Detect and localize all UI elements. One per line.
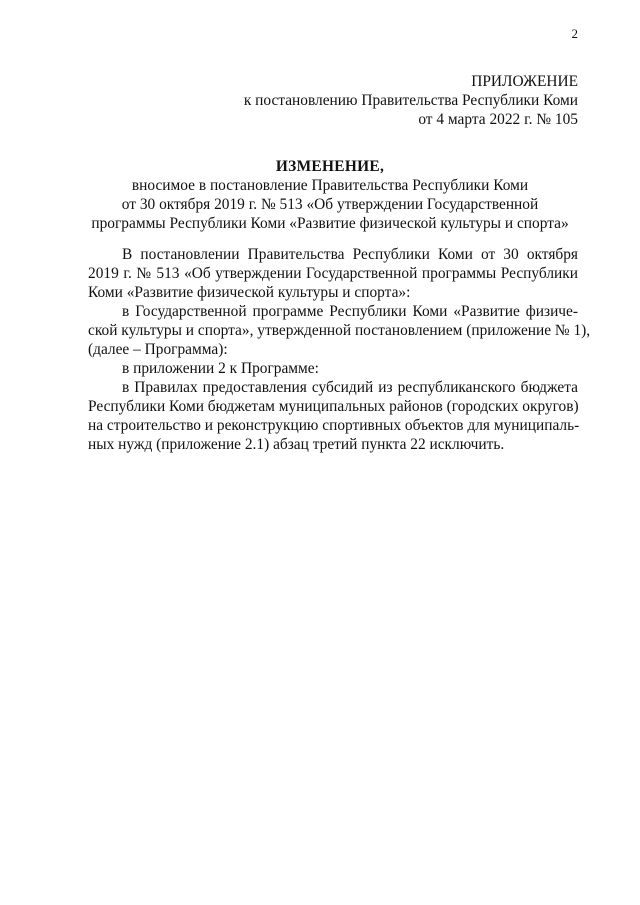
heading-line-1: вносимое в постановление Правительства Республики Коми <box>131 177 529 194</box>
heading-line-2: от 30 октября 2019 г. № 513 «Об утверждении Государственной <box>121 196 539 213</box>
paragraph-1-line: Коми «Развитие физической культуры и спорта»: <box>88 284 411 301</box>
paragraph-3 <box>88 359 578 378</box>
appendix-resolution-line: к постановлению Правительства Республики Коми <box>243 92 578 109</box>
paragraph-1-line: В постановлении Правительства Республики Коми от 30 октября <box>122 246 578 263</box>
paragraph-1 <box>88 245 578 302</box>
paragraph-2-line: (далее – Программа): <box>88 341 228 358</box>
paragraph-2-line: ской культуры и спорта», утвержденной постановлением (приложение № 1), <box>88 322 591 339</box>
paragraph-4-line: Республики Коми бюджетам муниципальных районов (городских округов) <box>88 398 579 415</box>
paragraph-2 <box>88 302 591 359</box>
paragraph-3-line: в приложении 2 к Программе: <box>122 360 319 377</box>
paragraph-1-line: 2019 г. № 513 «Об утверждении Государственной программы Республики <box>88 265 578 282</box>
document-heading <box>90 157 570 233</box>
page-number: 2 <box>571 26 578 41</box>
document-body <box>88 245 591 454</box>
paragraph-4-line: в Правилах предоставления субсидий из республиканского бюджета <box>122 379 578 396</box>
appendix-block <box>244 72 578 129</box>
heading-line-3: программы Республики Коми «Развитие физической культуры и спорта» <box>91 215 569 232</box>
paragraph-4 <box>88 378 578 454</box>
appendix-date-line: от 4 марта 2022 г. № 105 <box>418 111 578 128</box>
appendix-title: ПРИЛОЖЕНИЕ <box>471 73 578 90</box>
paragraph-2-line: в Государственной программе Республики Коми «Развитие физиче- <box>122 303 578 320</box>
paragraph-4-line: ных нужд (приложение 2.1) абзац третий пункта 22 исключить. <box>88 436 505 453</box>
heading-title: ИЗМЕНЕНИЕ, <box>275 158 385 175</box>
paragraph-4-line: на строительство и реконструкцию спортивных объектов для муниципаль- <box>88 417 580 434</box>
